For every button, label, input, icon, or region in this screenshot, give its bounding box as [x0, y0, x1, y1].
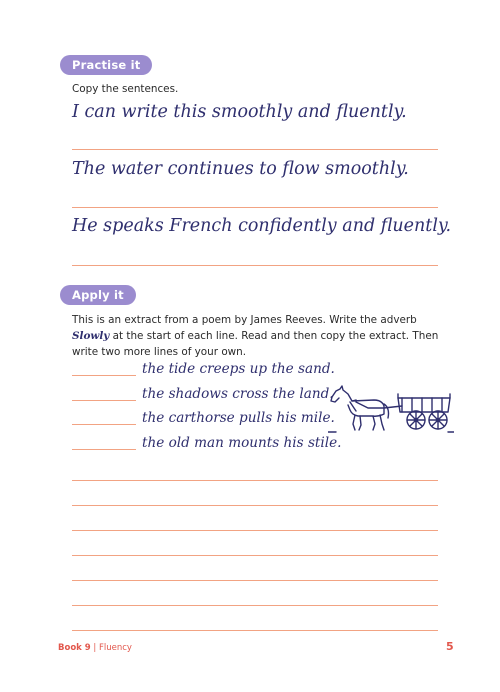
apply-it-heading: Apply it: [60, 285, 136, 305]
poem-line-2: the shadows cross the land.: [142, 386, 334, 402]
footer-topic: Fluency: [98, 643, 132, 653]
writing-line[interactable]: [72, 555, 438, 556]
apply-instruction-start: This is an extract from a poem by James Reeves. Write the adverb: [72, 314, 417, 326]
page-number: 5: [446, 640, 454, 653]
model-sentence-1: I can write this smoothly and fluently.: [72, 102, 407, 122]
writing-line[interactable]: [72, 605, 438, 606]
model-sentence-3: He speaks French confidently and fluently.: [72, 216, 452, 236]
adverb-blank-3[interactable]: [72, 424, 136, 425]
writing-line[interactable]: [72, 207, 438, 208]
writing-line[interactable]: [72, 505, 438, 506]
adverb-blank-2[interactable]: [72, 400, 136, 401]
poem-line-3: the carthorse pulls his mile.: [142, 410, 335, 426]
poem-line-1: the tide creeps up the sand.: [142, 361, 335, 377]
writing-line[interactable]: [72, 530, 438, 531]
apply-instruction: [72, 312, 442, 360]
practise-instruction: Copy the sentences.: [72, 83, 179, 95]
model-sentence-2: The water continues to flow smoothly.: [72, 159, 409, 179]
adverb-blank-4[interactable]: [72, 449, 136, 450]
writing-line[interactable]: [72, 580, 438, 581]
adverb-slowly: Slowly: [72, 330, 110, 342]
practise-it-heading: Practise it: [60, 55, 152, 75]
writing-line[interactable]: [72, 265, 438, 266]
footer-book: Book 9: [58, 643, 91, 653]
writing-line[interactable]: [72, 630, 438, 631]
adverb-blank-1[interactable]: [72, 375, 136, 376]
footer-separator: |: [90, 643, 99, 653]
footer-book-info: [58, 643, 132, 653]
horse-and-cart-icon: [328, 384, 454, 436]
writing-line[interactable]: [72, 149, 438, 150]
apply-instruction-end: at the start of each line. Read and then copy the extract. Then write two more lines of your own.: [72, 330, 439, 358]
poem-line-4: the old man mounts his stile.: [142, 435, 342, 451]
writing-line[interactable]: [72, 480, 438, 481]
